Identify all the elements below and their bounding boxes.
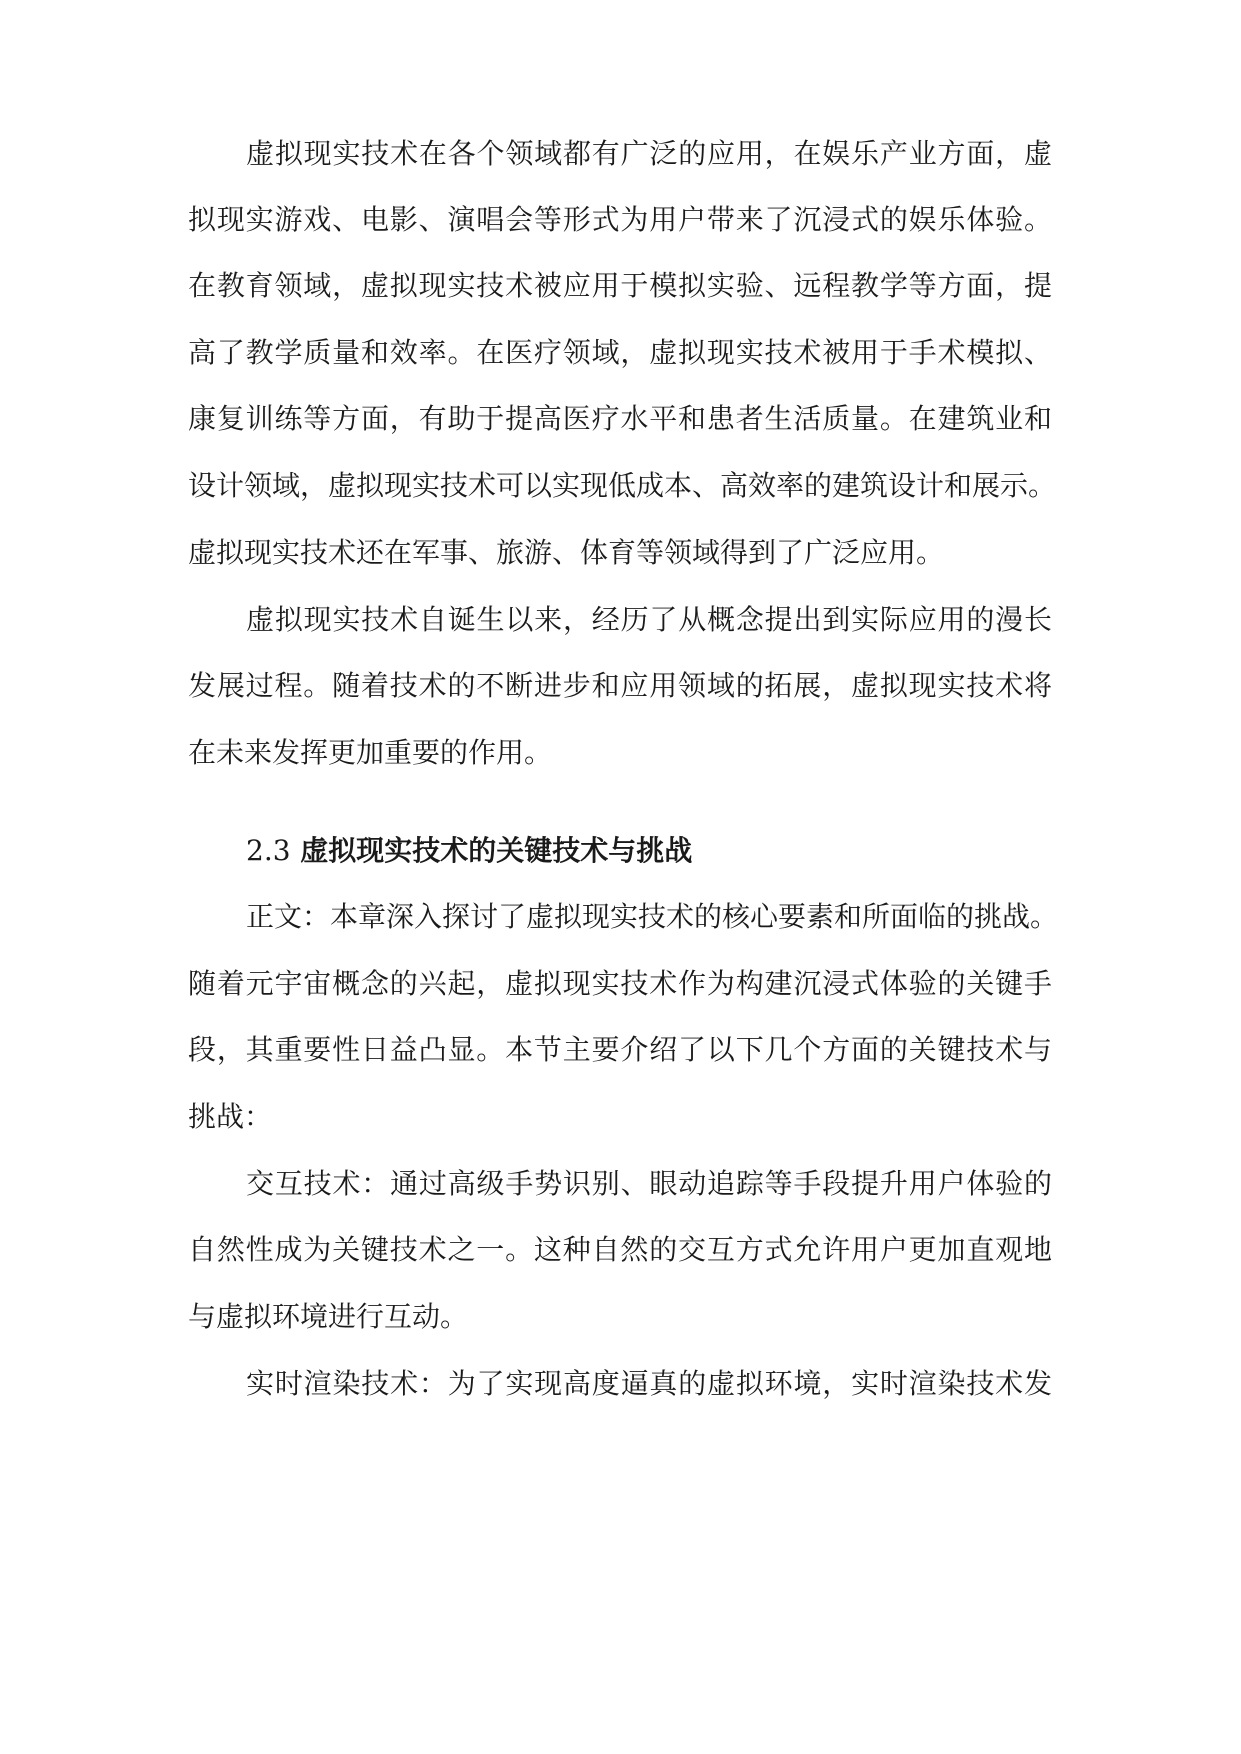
paragraph-4-line-3: 与虚拟环境进行互动。 — [188, 1300, 469, 1333]
section-number: 2.3 — [246, 834, 291, 867]
section-title: 虚拟现实技术的关键技术与挑战 — [300, 834, 693, 867]
paragraph-1-line-2: 拟现实游戏、电影、演唱会等形式为用户带来了沉浸式的娱乐体验。 — [188, 203, 1052, 236]
paragraph-1-line-1: 虚拟现实技术在各个领域都有广泛的应用，在娱乐产业方面，虚 — [246, 137, 1052, 170]
paragraph-3-line-4: 挑战： — [188, 1100, 273, 1133]
paragraph-5-line-1: 实时渲染技术：为了实现高度逼真的虚拟环境，实时渲染技术发 — [246, 1367, 1052, 1400]
paragraph-3-line-3: 段，其重要性日益凸显。本节主要介绍了以下几个方面的关键技术与 — [188, 1033, 1052, 1066]
paragraph-2-line-1: 虚拟现实技术自诞生以来，经历了从概念提出到实际应用的漫长 — [246, 603, 1052, 636]
paragraph-3-line-2: 随着元宇宙概念的兴起，虚拟现实技术作为构建沉浸式体验的关键手 — [188, 967, 1052, 1000]
paragraph-1-line-6: 设计领域，虚拟现实技术可以实现低成本、高效率的建筑设计和展示。 — [188, 469, 1057, 502]
section-heading — [246, 831, 692, 871]
paragraph-4-line-2: 自然性成为关键技术之一。这种自然的交互方式允许用户更加直观地 — [188, 1233, 1052, 1266]
paragraph-1-line-3: 在教育领域，虚拟现实技术被应用于模拟实验、远程教学等方面，提 — [188, 269, 1052, 302]
paragraph-2-line-3: 在未来发挥更加重要的作用。 — [188, 736, 553, 769]
paragraph-1-line-5: 康复训练等方面，有助于提高医疗水平和患者生活质量。在建筑业和 — [188, 402, 1052, 435]
paragraph-4-line-1: 交互技术：通过高级手势识别、眼动追踪等手段提升用户体验的 — [246, 1167, 1052, 1200]
paragraph-1-line-7: 虚拟现实技术还在军事、旅游、体育等领域得到了广泛应用。 — [188, 536, 945, 569]
paragraph-3-line-1: 正文：本章深入探讨了虚拟现实技术的核心要素和所面临的挑战。 — [246, 900, 1059, 933]
paragraph-1-line-4: 高了教学质量和效率。在医疗领域，虚拟现实技术被用于手术模拟、 — [188, 336, 1052, 369]
paragraph-2-line-2: 发展过程。随着技术的不断进步和应用领域的拓展，虚拟现实技术将 — [188, 669, 1052, 702]
